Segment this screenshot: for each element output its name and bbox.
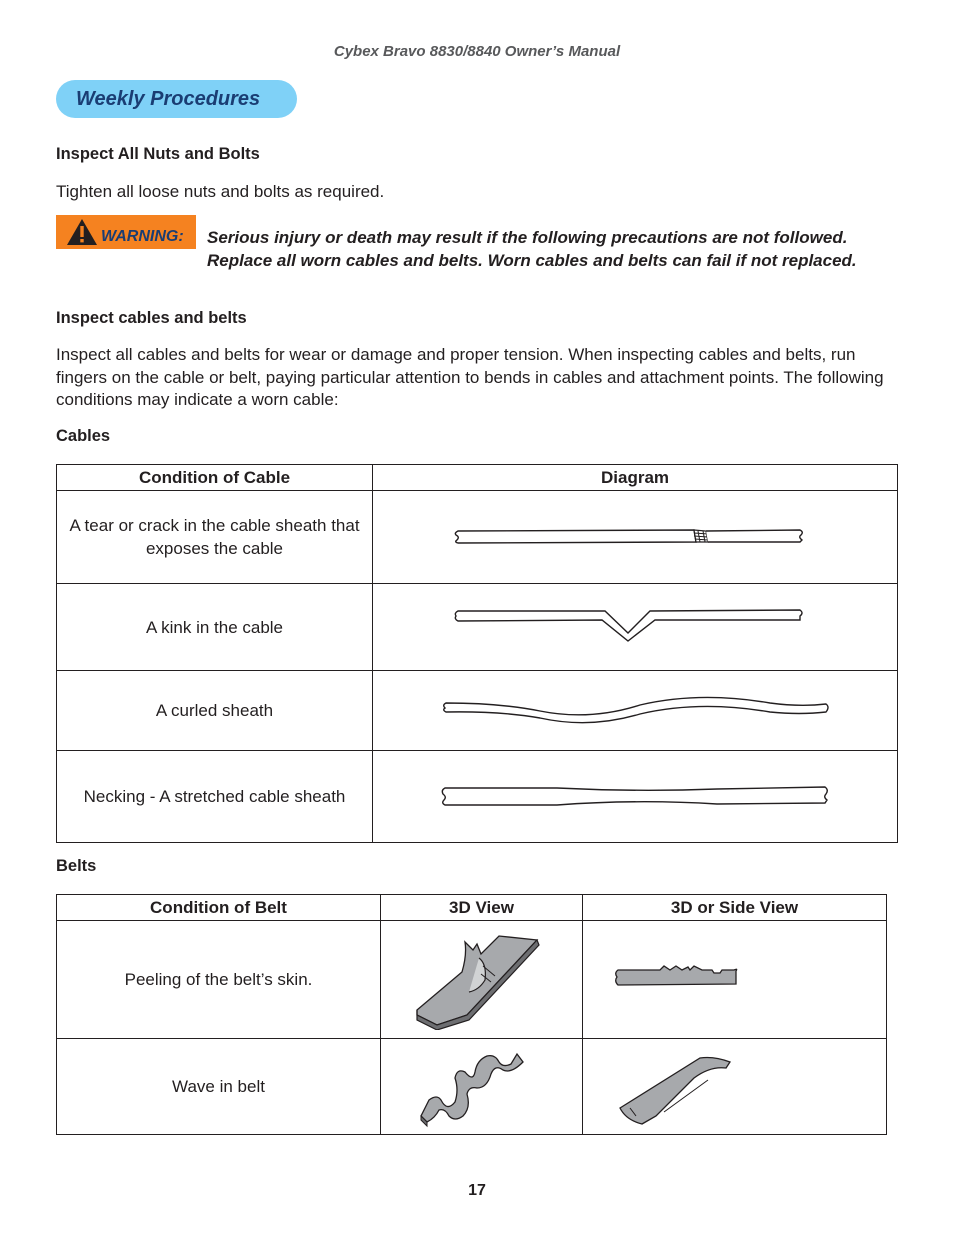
cable-condition-cell (57, 751, 373, 843)
warning-badge (56, 215, 196, 249)
table-row (57, 671, 898, 751)
wavy-belt-3d-diagram (407, 1042, 557, 1132)
cable-diagram-cell (373, 751, 898, 843)
nuts-bolts-text: Tighten all loose nuts and bolts as required. (56, 182, 385, 201)
belt-condition: Wave in belt (172, 1077, 265, 1096)
cables-belts-text: Inspect all cables and belts for wear or damage and proper tension. When inspecting cables and belts, run fingers on the cable or belt, paying particular attention to bends in cables and attachment points. The following conditions may indicate a worn cable: (56, 345, 884, 409)
warning-triangle-icon (66, 218, 98, 246)
belt-side-view-cell (583, 1039, 887, 1135)
running-title: Cybex Bravo 8830/8840 Owner’s Manual (333, 43, 621, 60)
cable-condition: A tear or crack in the cable sheath that exposes the cable (69, 516, 360, 558)
table-row (57, 751, 898, 843)
cable-condition: A kink in the cable (145, 617, 284, 637)
cable-condition-cell (57, 584, 373, 671)
belt-condition-cell (57, 921, 381, 1039)
belt-side-view-cell (583, 921, 887, 1039)
column-header: Condition of Belt (57, 895, 381, 921)
wavy-belt-side-diagram (590, 1042, 880, 1132)
nuts-bolts-heading: Inspect All Nuts and Bolts (56, 145, 260, 163)
column-header: 3D View (381, 895, 583, 921)
column-header: Condition of Cable (57, 465, 373, 491)
belts-heading: Belts (56, 857, 97, 875)
cable-condition: Necking - A stretched cable sheath (83, 787, 346, 806)
cables-belts-heading: Inspect cables and belts (56, 309, 247, 327)
table-row (57, 491, 898, 584)
table-row (57, 584, 898, 671)
cables-heading: Cables (56, 427, 111, 445)
peeling-belt-3d-diagram (407, 930, 557, 1030)
necked-cable-diagram (437, 782, 833, 812)
warning-label: WARNING: (101, 228, 184, 245)
cable-condition-cell (57, 491, 373, 584)
page-number: 17 (468, 1182, 486, 1199)
column-header: Diagram (373, 465, 898, 491)
cable-diagram-cell (373, 671, 898, 751)
warning-text: Serious injury or death may result if the following precautions are not followed. Replace all worn cables and belts. Worn cables and belts can fail if not replaced. (207, 228, 857, 270)
belt-condition: Peeling of the belt’s skin. (124, 970, 313, 989)
belt-condition-cell (57, 1039, 381, 1135)
cables-table-header (57, 465, 898, 491)
cable-condition: A curled sheath (155, 701, 274, 720)
kinked-cable-diagram (450, 607, 820, 647)
belt-3d-view-cell (381, 921, 583, 1039)
curled-sheath-diagram (440, 693, 830, 729)
cables-table (56, 464, 898, 843)
section-title: Weekly Procedures (56, 80, 297, 118)
table-row (57, 1039, 887, 1135)
table-row (57, 921, 887, 1039)
belts-table (56, 894, 887, 1135)
cable-diagram-cell (373, 491, 898, 584)
torn-cable-diagram (450, 522, 820, 552)
belt-3d-view-cell (381, 1039, 583, 1135)
cable-condition-cell (57, 671, 373, 751)
peeling-belt-side-diagram (590, 930, 880, 1030)
belts-table-header (57, 895, 887, 921)
cable-diagram-cell (373, 584, 898, 671)
column-header: 3D or Side View (583, 895, 887, 921)
